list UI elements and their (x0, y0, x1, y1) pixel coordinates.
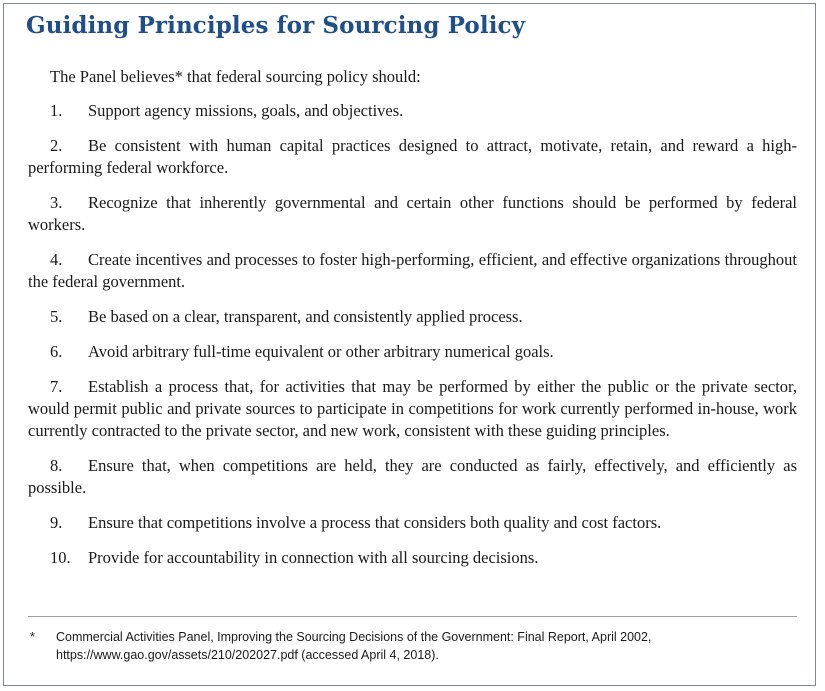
footnote-divider (28, 616, 797, 617)
principle-item (28, 547, 797, 569)
item-text: Provide for accountability in connection with all sourcing decisions. (88, 548, 539, 567)
item-text: Be based on a clear, transparent, and consistently applied process. (88, 307, 523, 326)
principle-item (28, 135, 797, 179)
principle-item (28, 100, 797, 122)
item-text: Be consistent with human capital practices designed to attract, motivate, retain, and reward a high-performing federal workforce. (28, 136, 797, 177)
principle-item (28, 512, 797, 534)
item-number: 6. (50, 342, 63, 361)
principle-item (28, 455, 797, 499)
item-number: 2. (50, 136, 63, 155)
footnote-text: Commercial Activities Panel, Improving the Sourcing Decisions of the Government: Final Report, April 2002, https://www.gao.gov/assets/210/202027.pdf (accessed April 4, 2018). (56, 630, 652, 662)
principle-item (28, 341, 797, 363)
item-text: Avoid arbitrary full-time equivalent or other arbitrary numerical goals. (88, 342, 554, 361)
item-text: Establish a process that, for activities that may be performed by either the public or the private sector, would permit public and private sources to participate in competitions for work currently performed in-house, work currently contracted to the private sector, and new work, consistent with these guiding principles. (28, 377, 797, 440)
item-text: Ensure that, when competitions are held, they are conducted as fairly, effectively, and efficiently as possible. (28, 456, 797, 497)
item-number: 5. (50, 307, 63, 326)
intro-text: The Panel believes* that federal sourcing policy should: (50, 67, 421, 86)
item-number: 8. (50, 456, 63, 475)
principle-item (28, 192, 797, 236)
principle-item (28, 249, 797, 293)
item-text: Support agency missions, goals, and objectives. (88, 101, 404, 120)
item-number: 7. (50, 377, 63, 396)
principles-box (3, 3, 816, 686)
item-number: 4. (50, 250, 63, 269)
item-number: 9. (50, 513, 63, 532)
item-number: 1. (50, 101, 63, 120)
item-text: Ensure that competitions involve a process that considers both quality and cost factors. (88, 513, 662, 532)
item-text: Recognize that inherently governmental and certain other functions should be performed by federal workers. (28, 193, 797, 234)
principles-body (28, 66, 797, 582)
item-number: 3. (50, 193, 63, 212)
principle-item (28, 376, 797, 442)
footnote-mark: * (30, 630, 35, 644)
page-title: Guiding Principles for Sourcing Policy (26, 12, 526, 39)
item-text: Create incentives and processes to foster high-performing, efficient, and effective organizations throughout the federal government. (28, 250, 797, 291)
footnote (28, 628, 797, 664)
principle-item (28, 306, 797, 328)
item-number: 10. (50, 548, 71, 567)
